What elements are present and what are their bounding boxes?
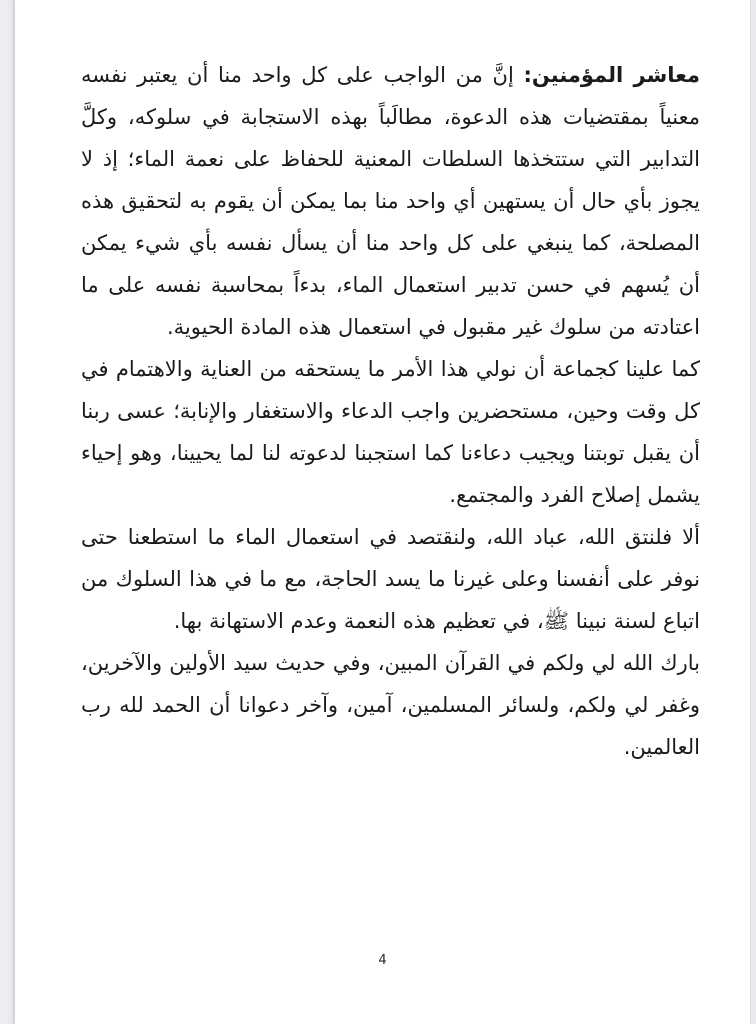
- page-text: [15, 0, 750, 768]
- document-page: [15, 0, 750, 1024]
- paragraph-lead: معاشر المؤمنين:: [523, 63, 700, 87]
- paragraph: [81, 516, 700, 642]
- paragraph-text: كما علينا كجماعة أن نولي هذا الأمر ما يستحقه من العناية والاهتمام في كل وقت وحين، مستحضرين واجب الدعاء والاستغفار والإنابة؛ عسى ربنا أن يقبل توبتنا ويجيب دعاءنا كما استجبنا لدعوته لنا لما يحيينا، وهو إحياء يشمل إصلاح الفرد والمجتمع.: [81, 357, 700, 507]
- paragraph-text: ألا فلنتق الله، عباد الله، ولنقتصد في استعمال الماء ما استطعنا حتى نوفر على أنفسنا وعلى غيرنا ما يسد الحاجة، مع ما في هذا السلوك من اتباع لسنة نبينا ﷺ، في تعظيم هذه النعمة وعدم الاستهانة بها.: [81, 525, 700, 633]
- paragraph-text: إنَّ من الواجب على كل واحد منا أن يعتبر نفسه معنياً بمقتضيات هذه الدعوة، مطالَباً بهذه الاستجابة في سلوكه، وكلَّ التدابير التي ستتخذها السلطات المعنية للحفاظ على نعمة الماء؛ إذ لا يجوز بأي حال أن يستهين أي واحد منا بما يمكن أن يقوم به لتحقيق هذه المصلحة، كما ينبغي على كل واحد منا أن يسأل نفسه بأي شيء يمكن أن يُسهم في حسن تدبير استعمال الماء، بدءاً بمحاسبة نفسه على ما اعتادته من سلوك غير مقبول في استعمال هذه المادة الحيوية.: [81, 63, 700, 339]
- paragraph-text: بارك الله لي ولكم في القرآن المبين، وفي حديث سيد الأولين والآخرين، وغفر لي ولكم، ولسائر المسلمين، آمين، وآخر دعوانا أن الحمد لله رب العالمين.: [81, 651, 700, 759]
- paragraph: [81, 348, 700, 516]
- right-page-gutter: [750, 0, 756, 1024]
- paragraph: [81, 642, 700, 768]
- left-page-gutter: [0, 0, 15, 1024]
- page-number: 4: [378, 953, 387, 968]
- paragraph: [81, 54, 700, 348]
